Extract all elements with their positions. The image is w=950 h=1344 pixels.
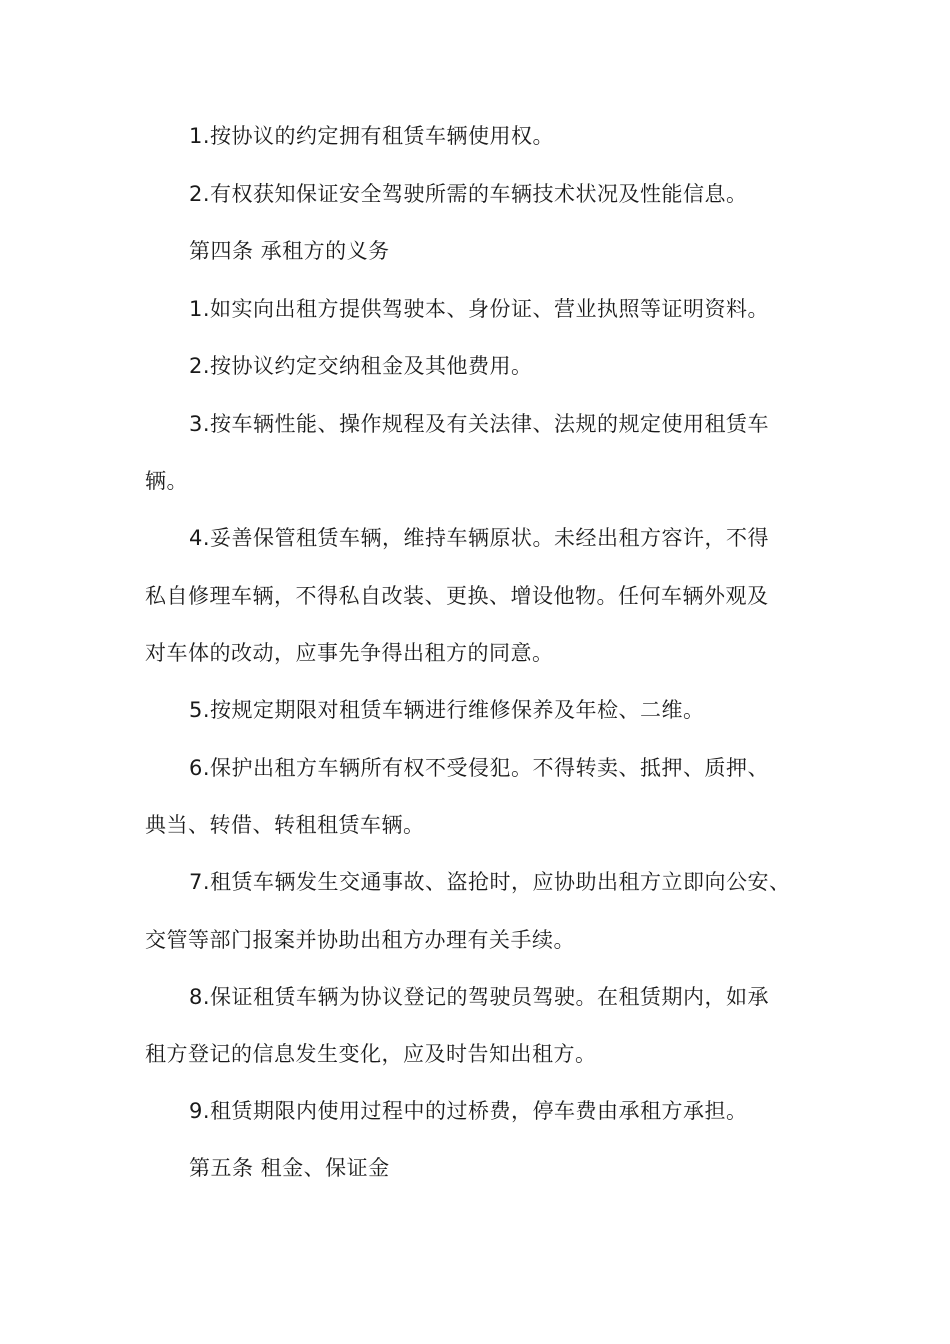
- clause-4-item-5: 5.按规定期限对租赁车辆进行维修保养及年检、二维。: [189, 698, 705, 722]
- clause-3-right-2: 2.有权获知保证安全驾驶所需的车辆技术状况及性能信息。: [189, 182, 748, 206]
- clause-4-item-9: 9.租赁期限内使用过程中的过桥费，停车费由承租方承担。: [189, 1099, 748, 1123]
- section-heading-article-4: 第四条 承租方的义务: [189, 239, 390, 263]
- clause-4-item-6-line-2: 典当、转借、转租租赁车辆。: [145, 813, 425, 837]
- clause-4-item-8-line-2: 租方登记的信息发生变化，应及时告知出租方。: [145, 1042, 597, 1066]
- clause-4-item-7-line-1: 7.租赁车辆发生交通事故、盗抢时，应协助出租方立即向公安、: [189, 870, 791, 894]
- clause-4-item-2: 2.按协议约定交纳租金及其他费用。: [189, 354, 533, 378]
- clause-4-item-7-line-2: 交管等部门报案并协助出租方办理有关手续。: [145, 928, 575, 952]
- clause-4-item-4-line-3: 对车体的改动，应事先争得出租方的同意。: [145, 641, 554, 665]
- clause-4-item-8-line-1: 8.保证租赁车辆为协议登记的驾驶员驾驶。在租赁期内，如承: [189, 985, 770, 1009]
- clause-4-item-4-line-1: 4.妥善保管租赁车辆，维持车辆原状。未经出租方容许，不得: [189, 526, 770, 550]
- clause-3-right-1: 1.按协议的约定拥有租赁车辆使用权。: [189, 124, 555, 148]
- clause-4-item-1: 1.如实向出租方提供驾驶本、身份证、营业执照等证明资料。: [189, 297, 770, 321]
- clause-4-item-6-line-1: 6.保护出租方车辆所有权不受侵犯。不得转卖、抵押、质押、: [189, 756, 770, 780]
- clause-4-item-3-line-1: 3.按车辆性能、操作规程及有关法律、法规的规定使用租赁车: [189, 412, 770, 436]
- section-heading-article-5: 第五条 租金、保证金: [189, 1156, 390, 1180]
- clause-4-item-4-line-2: 私自修理车辆，不得私自改装、更换、增设他物。任何车辆外观及: [145, 584, 769, 608]
- clause-4-item-3-line-2: 辆。: [145, 469, 188, 493]
